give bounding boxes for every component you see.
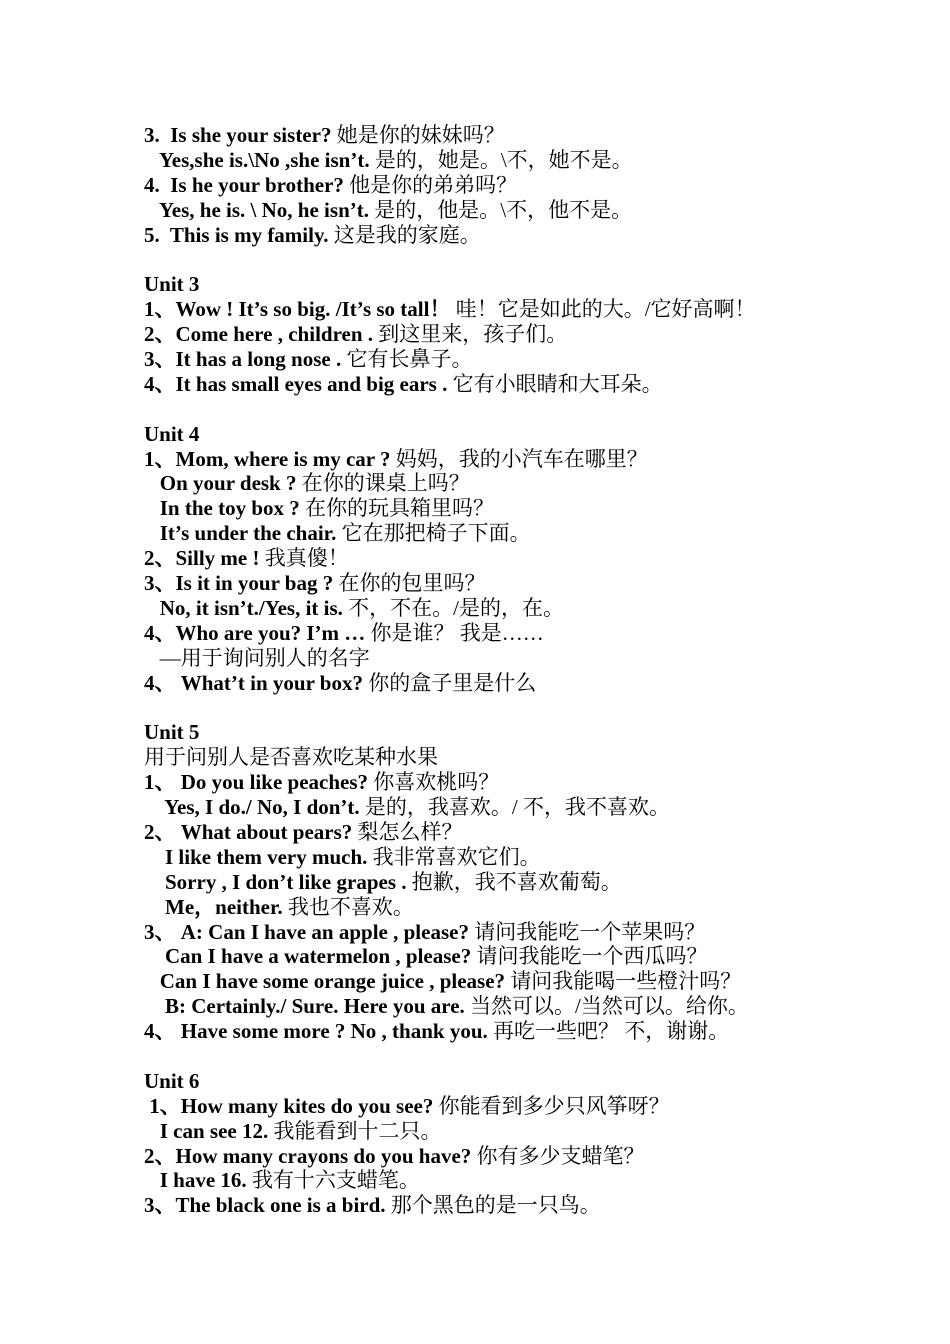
blank-line <box>144 695 924 720</box>
english-text: 1、Wow ! It’s so big. /It’s so tall！ <box>144 297 456 322</box>
chinese-text: 我也不喜欢。 <box>287 894 414 919</box>
english-text: 4、 Have some more ? No , thank you. <box>144 1019 494 1044</box>
text-line <box>144 471 924 496</box>
english-text: 3、 A: Can I have an apple , please? <box>144 919 475 944</box>
unit-title: Unit 5 <box>144 720 200 745</box>
text-line <box>144 223 924 248</box>
chinese-text: 请问我能吃一个苹果吗？ <box>474 919 706 944</box>
unit-title: Unit 4 <box>144 421 200 446</box>
text-line <box>144 372 924 397</box>
english-text <box>144 646 160 670</box>
chinese-text: 你有多少支蜡笔？ <box>476 1143 645 1168</box>
blank-line <box>144 1044 924 1069</box>
english-text: Sorry , I don’t like grapes . <box>144 869 412 894</box>
text-line <box>144 1144 924 1169</box>
english-text: 4、 What’t in your box? <box>144 670 369 695</box>
text-line <box>144 496 924 521</box>
chinese-text: 请问我能吃一个西瓜吗？ <box>476 944 708 969</box>
unit-title: Unit 3 <box>144 272 200 297</box>
chinese-text: 你是谁？ 我是…… <box>370 620 544 645</box>
chinese-text: 再吃一些吧？ 不，谢谢。 <box>493 1019 730 1044</box>
chinese-text: 到这里来，孩子们。 <box>378 322 568 347</box>
chinese-text: 我有十六支蜡笔。 <box>251 1168 420 1193</box>
english-text: 2、Come here , children . <box>144 322 379 347</box>
text-line <box>144 322 924 347</box>
chinese-text: 那个黑色的是一只鸟。 <box>390 1193 601 1218</box>
english-text: Yes, I do./ No, I don’t. <box>144 795 365 820</box>
chinese-text: 它有长鼻子。 <box>346 347 473 372</box>
chinese-text: 当然可以。/当然可以。给你。 <box>470 994 749 1019</box>
chinese-text: 在你的包里吗？ <box>338 571 486 596</box>
text-line <box>144 770 924 795</box>
text-line <box>144 1168 924 1193</box>
text-line <box>144 1094 924 1119</box>
chinese-text: 在你的玩具箱里吗？ <box>305 496 495 521</box>
chinese-text: 你能看到多少只风筝呀？ <box>438 1093 670 1118</box>
chinese-text: 你的盒子里是什么 <box>368 670 537 695</box>
chinese-text: 抱歉，我不喜欢葡萄。 <box>411 869 622 894</box>
english-text: I can see 12. <box>144 1118 274 1143</box>
unit-title: Unit 6 <box>144 1068 200 1093</box>
english-text: Can I have a watermelon , please? <box>144 944 477 969</box>
chinese-text: 妈妈，我的小汽车在哪里？ <box>395 446 648 471</box>
english-text: In the toy box ? <box>144 496 306 521</box>
english-text: 4. Is he your brother? <box>144 172 350 197</box>
chinese-text: 我非常喜欢它们。 <box>372 844 541 869</box>
english-text: 4、Who are you? I’m … <box>144 620 371 645</box>
text-line <box>144 820 924 845</box>
english-text: 5. This is my family. <box>144 222 334 247</box>
text-line <box>144 1019 924 1044</box>
blank-line <box>144 397 924 422</box>
english-text: On your desk ? <box>144 471 302 496</box>
chinese-text: 你喜欢桃吗？ <box>373 770 500 795</box>
english-text: 1、 Do you like peaches? <box>144 770 374 795</box>
text-line <box>144 745 924 770</box>
blank-line <box>144 247 924 272</box>
chinese-text: 它有小眼睛和大耳朵。 <box>452 371 663 396</box>
chinese-text: 我真傻！ <box>264 546 349 571</box>
english-text: 3、Is it in your bag ? <box>144 571 339 596</box>
english-text: 3、It has a long nose . <box>144 347 347 372</box>
chinese-text: 是的，我喜欢。/ 不，我不喜欢。 <box>364 795 671 820</box>
text-line <box>144 123 924 148</box>
text-line <box>144 671 924 696</box>
text-line <box>144 870 924 895</box>
text-line <box>144 546 924 571</box>
chinese-text: 是的，她是。\不，她不是。 <box>374 147 633 172</box>
text-line <box>144 920 924 945</box>
text-line <box>144 347 924 372</box>
english-text: It’s under the chair. <box>144 521 342 546</box>
chinese-text: 哇！它是如此的大。/它好高啊！ <box>455 297 756 322</box>
unit-heading <box>144 272 924 297</box>
english-text: Me，neither. <box>144 894 288 919</box>
text-line <box>144 297 924 322</box>
unit-heading <box>144 1069 924 1094</box>
text-line <box>144 1119 924 1144</box>
english-text: 2、How many crayons do you have? <box>144 1143 477 1168</box>
text-line <box>144 198 924 223</box>
text-line <box>144 621 924 646</box>
english-text: B: Certainly./ Sure. Here you are. <box>144 994 471 1019</box>
english-text: Can I have some orange juice , please? <box>144 969 511 994</box>
chinese-text: 她是你的妹妹吗？ <box>336 123 505 147</box>
chinese-text: 它在那把椅子下面。 <box>341 521 531 546</box>
english-text: 1、How many kites do you see? <box>144 1093 439 1118</box>
unit-heading <box>144 422 924 447</box>
text-line <box>144 148 924 173</box>
chinese-text: 梨怎么样？ <box>357 819 463 844</box>
chinese-text: 不，不在。/是的，在。 <box>348 595 565 620</box>
chinese-text: 这是我的家庭。 <box>333 222 481 247</box>
unit-heading <box>144 720 924 745</box>
english-text: 1、Mom, where is my car ? <box>144 446 396 471</box>
chinese-text: 用于问别人是否喜欢吃某种水果 <box>144 745 438 770</box>
text-line <box>144 571 924 596</box>
text-line <box>144 447 924 472</box>
document-page <box>144 123 924 1218</box>
text-line <box>144 895 924 920</box>
text-line <box>144 969 924 994</box>
english-text: I like them very much. <box>144 844 373 869</box>
chinese-text: 他是你的弟弟吗？ <box>349 172 518 197</box>
english-text: Yes,she is.\No ,she isn’t. <box>144 147 375 172</box>
chinese-text: —用于询问别人的名字 <box>159 645 370 670</box>
english-text: No, it isn’t./Yes, it is. <box>144 595 349 620</box>
text-line <box>144 646 924 671</box>
text-line <box>144 173 924 198</box>
english-text: Yes, he is. \ No, he isn’t. <box>144 197 375 222</box>
text-line <box>144 1193 924 1218</box>
text-line <box>144 795 924 820</box>
english-text: 4、It has small eyes and big ears . <box>144 371 453 396</box>
chinese-text: 在你的课桌上吗？ <box>301 471 470 496</box>
text-line <box>144 596 924 621</box>
english-text: 3、The black one is a bird. <box>144 1193 391 1218</box>
text-line <box>144 994 924 1019</box>
text-line <box>144 845 924 870</box>
chinese-text: 是的，他是。\不，他不是。 <box>374 197 633 222</box>
chinese-text: 我能看到十二只。 <box>273 1118 442 1143</box>
text-line <box>144 944 924 969</box>
english-text: 2、Silly me ! <box>144 546 265 571</box>
text-line <box>144 521 924 546</box>
english-text: 2、 What about pears? <box>144 819 358 844</box>
chinese-text: 请问我能喝一些橙汁吗？ <box>510 969 742 994</box>
english-text: 3. Is she your sister? <box>144 123 337 147</box>
english-text: I have 16. <box>144 1168 252 1193</box>
